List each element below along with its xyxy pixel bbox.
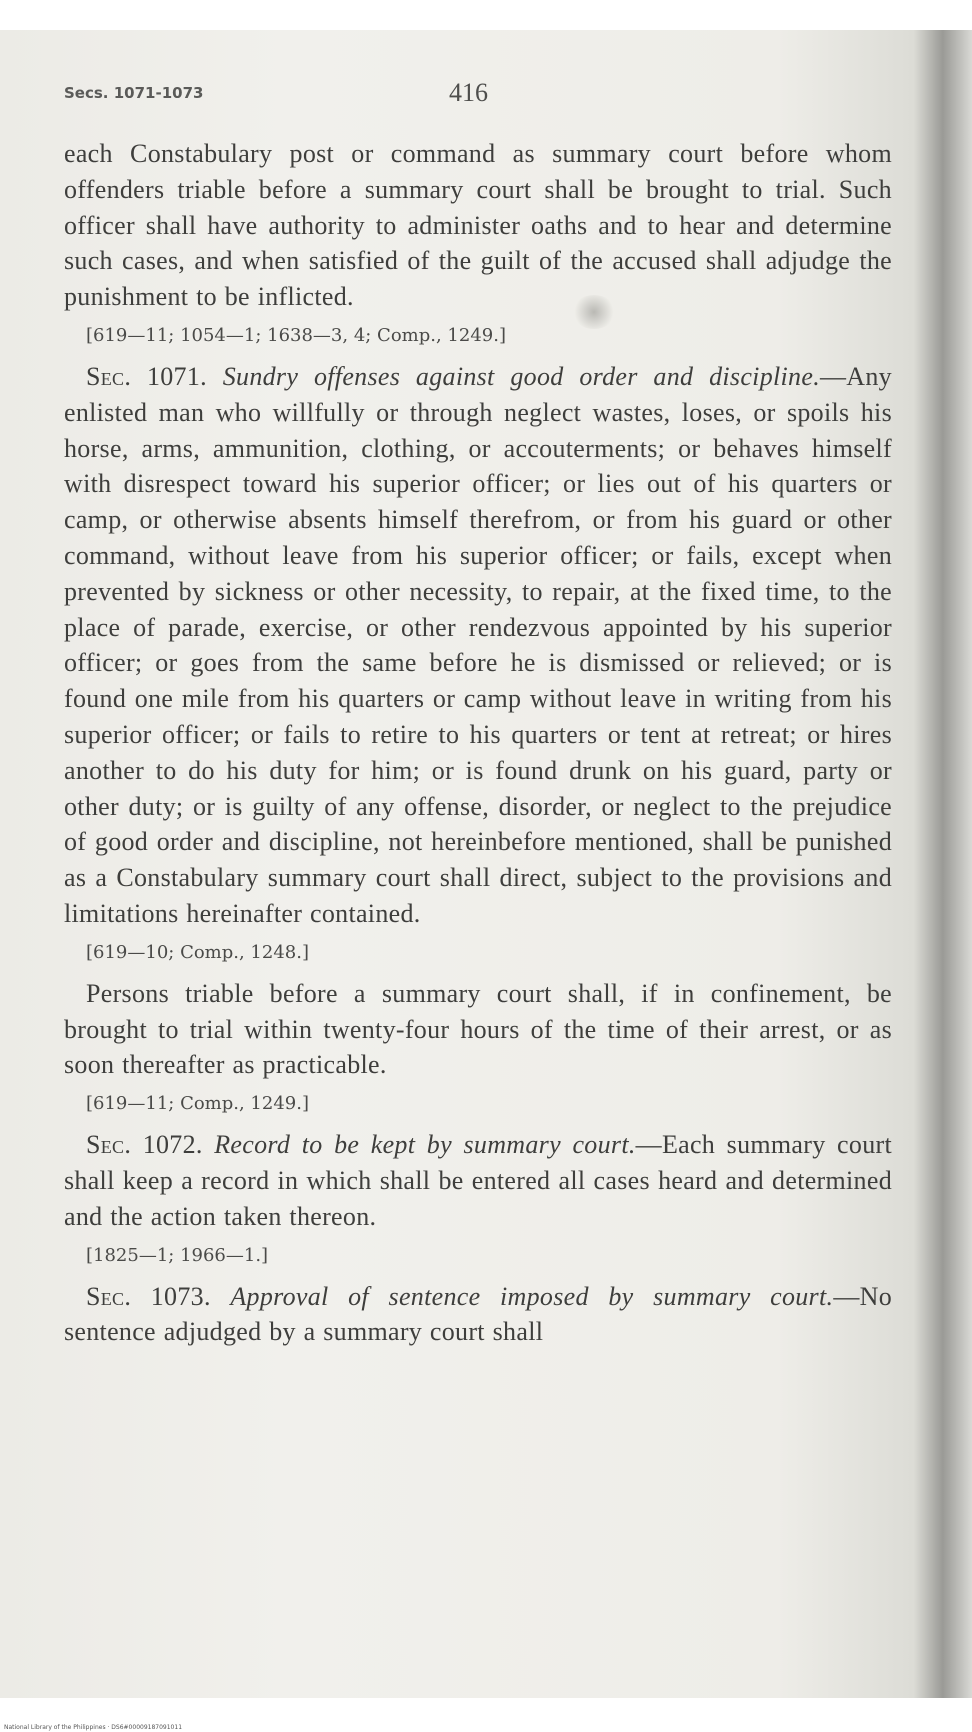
section-1071 (64, 359, 892, 932)
paragraph: Persons triable before a summary court shall, if in confinement, be brought to trial within twenty-four hours of the time of their arrest, or as soon thereafter as practicable. (64, 978, 892, 1080)
section-1073 (64, 1279, 892, 1351)
section-body: —No sentence adjudged by a summary court shall (64, 1281, 892, 1347)
section-number: Sec. 1071. (86, 361, 207, 391)
page-header (64, 74, 904, 114)
scan-credit: National Library of the Philippines · DS6#00009187091011 (4, 1724, 183, 1731)
section-1072 (64, 1127, 892, 1234)
citation: [619—10; Comp., 1248.] (86, 941, 309, 963)
citation: [619—11; Comp., 1249.] (86, 1093, 309, 1115)
section-range: Secs. 1071-1073 (64, 84, 204, 102)
section-body: —Any enlisted man who willfully or through neglect wastes, loses, or spoils his horse, arms, ammunition, clothing, or accouterments; or behaves himself with disrespect toward his superior officer; or lies out of his quarters or camp, or otherwise absents himself therefrom, or from his guard or other command, without leave from his superior officer; or fails, except when prevented by sickness or other necessity, to repair, at the fixed time, to the place of parade, exercise, or other rendezvous appointed by his superior officer; or goes from the same before he is dismissed or relieved; or is found one mile from his quarters or camp without leave in writing from his superior officer; or fails to retire to his quarters or tent at retreat; or hires another to do his duty for him; or is found drunk on his guard, party or other duty; or is guilty of any offense, disorder, or neglect to the prejudice of good order and discipline, not hereinbefore mentioned, shall be punished as a Constabulary summary court shall direct, subject to the provisions and limitations hereinafter contained. (64, 361, 892, 928)
citation: [1825—1; 1966—1.] (86, 1244, 269, 1266)
paragraph-continued: each Constabulary post or command as summary court before whom offenders triable before a summary court shall be brought to trial. Such officer shall have authority to administer oaths and to hear and determine such cases, and when satisfied of the guilt of the accused shall adjudge the punishment to be inflicted. (64, 139, 892, 312)
top-margin (0, 0, 972, 30)
section-title: Sundry offenses against good order and discipline. (222, 361, 820, 391)
section-title: Record to be kept by summary court. (214, 1130, 636, 1160)
citation: [619—11; 1054—1; 1638—3, 4; Comp., 1249.] (86, 324, 506, 346)
section-body: —Each summary court shall keep a record in which shall be entered all cases heard and determined and the action taken thereon. (64, 1130, 892, 1231)
section-number: Sec. 1072. (86, 1130, 203, 1160)
section-number: Sec. 1073. (86, 1281, 211, 1311)
section-title: Approval of sentence imposed by summary court. (230, 1281, 834, 1311)
page-body (64, 136, 892, 1350)
page-number: 416 (449, 78, 488, 107)
